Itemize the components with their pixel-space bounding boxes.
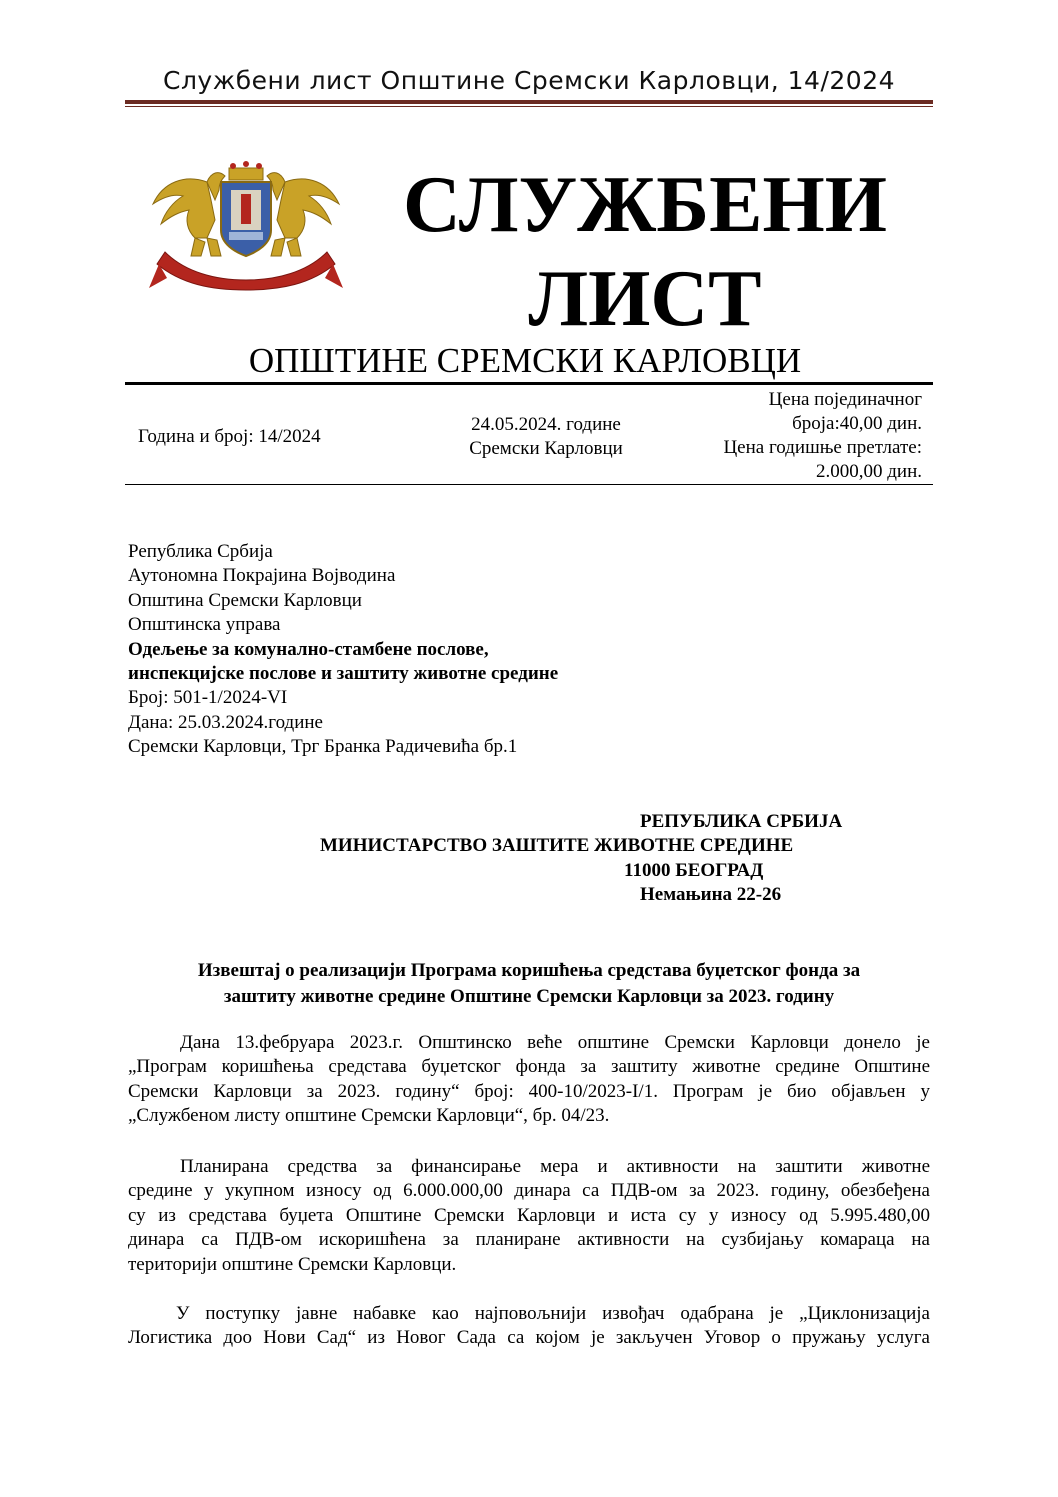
- paragraph-1: [128, 1031, 930, 1129]
- sender-department-line: инспекцијске послове и заштиту животне средине: [128, 663, 559, 685]
- paragraph-line: средине у укупном износу од 6.000.000,00 динара са ПДВ-ом за 2023. годину, обезбеђена: [128, 1180, 930, 1202]
- paragraph-line: су из средстава буџета Општине Сремски Карловци и иста су у износу од 5.995.480,00: [128, 1204, 930, 1226]
- paragraph-line: У поступку јавне набавке као најповољнији извођач одабрана је „Циклонизација: [176, 1303, 930, 1324]
- recipient-line: РЕПУБЛИКА СРБИЈА: [640, 811, 843, 832]
- running-header: Службени лист Општине Сремски Карловци, 14/2024: [162, 66, 896, 95]
- sender-line: Општинска управа: [128, 614, 281, 636]
- issue-date: 24.05.2024. године: [471, 414, 621, 435]
- issue-prices: [670, 388, 922, 484]
- header-rule-thin: [125, 106, 933, 107]
- sender-block: [128, 540, 558, 760]
- sender-number: Број: 501-1/2024-VI: [128, 687, 288, 709]
- paragraph-line: „Програм коришћења средстава буџетског фонда за заштиту животне средине Општине: [128, 1056, 930, 1078]
- price-single-label: Цена појединачног: [768, 389, 922, 410]
- recipient-line: 11000 БЕОГРАД: [624, 859, 764, 881]
- recipient-block: [300, 810, 900, 908]
- paragraph-line: Дана 13.фебруара 2023.г. Општинско веће општине Сремски Карловци донело је: [180, 1032, 930, 1053]
- price-single-value: броја:40,00 дин.: [792, 413, 922, 434]
- paragraph-line: Сремски Карловци за 2023. годину“ број: 400-10/2023-I/1. Програм је био објављен у: [128, 1080, 930, 1102]
- paragraph-line: Логистика доо Нови Сад“ из Новог Сада са којом је закључен Уговор о пружању услуга: [128, 1327, 930, 1349]
- price-annual-value: 2.000,00 дин.: [815, 461, 922, 482]
- price-annual-label: Цена годишње претлате:: [723, 437, 922, 458]
- issue-year-number: Година и број: 14/2024: [138, 426, 321, 447]
- masthead-title: [380, 158, 910, 346]
- sender-line: Општина Сремски Карловци: [128, 589, 362, 611]
- sender-line: Република Србија: [128, 541, 273, 562]
- sender-address: Сремски Карловци, Трг Бранка Радичевића бр.1: [128, 736, 518, 758]
- report-title: [128, 958, 930, 1010]
- paragraph-2: [128, 1155, 930, 1277]
- report-title-line: Извештај о реализацији Програма коришћења средстава буџетског фонда за: [197, 960, 861, 981]
- sender-line: Аутономна Покрајина Војводина: [128, 565, 396, 587]
- paragraph-line: динара са ПДВ-ом искоришћена за планиране активности на сузбијању комараца на: [128, 1229, 930, 1251]
- sender-department-line: Одељење за комунално-стамбене послове,: [128, 638, 489, 660]
- masthead-rule: [125, 382, 933, 385]
- report-title-line: заштиту животне средине Општине Сремски Карловци за 2023. годину: [223, 986, 835, 1007]
- sender-date: Дана: 25.03.2024.године: [128, 711, 323, 733]
- coat-of-arms-icon: [145, 160, 347, 292]
- paragraph-line: „Службеном листу општине Сремски Карловци“, бр. 04/23.: [128, 1105, 610, 1127]
- masthead-title-line2: ЛИСТ: [528, 255, 762, 343]
- recipient-line: МИНИСТАРСТВО ЗАШТИТЕ ЖИВОТНЕ СРЕДИНЕ: [320, 835, 794, 857]
- recipient-line: Немањина 22-26: [640, 884, 782, 906]
- masthead-subtitle: ОПШТИНЕ СРЕМСКИ КАРЛОВЦИ: [248, 341, 802, 380]
- paragraph-line: Планирана средства за финансирање мера и активности на заштити животне: [180, 1156, 930, 1177]
- paragraph-3: [128, 1302, 930, 1351]
- issue-date-place: [440, 413, 652, 461]
- issue-place: Сремски Карловци: [469, 438, 623, 459]
- masthead-title-line1: СЛУЖБЕНИ: [403, 161, 887, 249]
- header-rule: [125, 100, 933, 104]
- info-rule: [125, 484, 933, 485]
- paragraph-line: територији општине Сремски Карловци.: [128, 1253, 457, 1275]
